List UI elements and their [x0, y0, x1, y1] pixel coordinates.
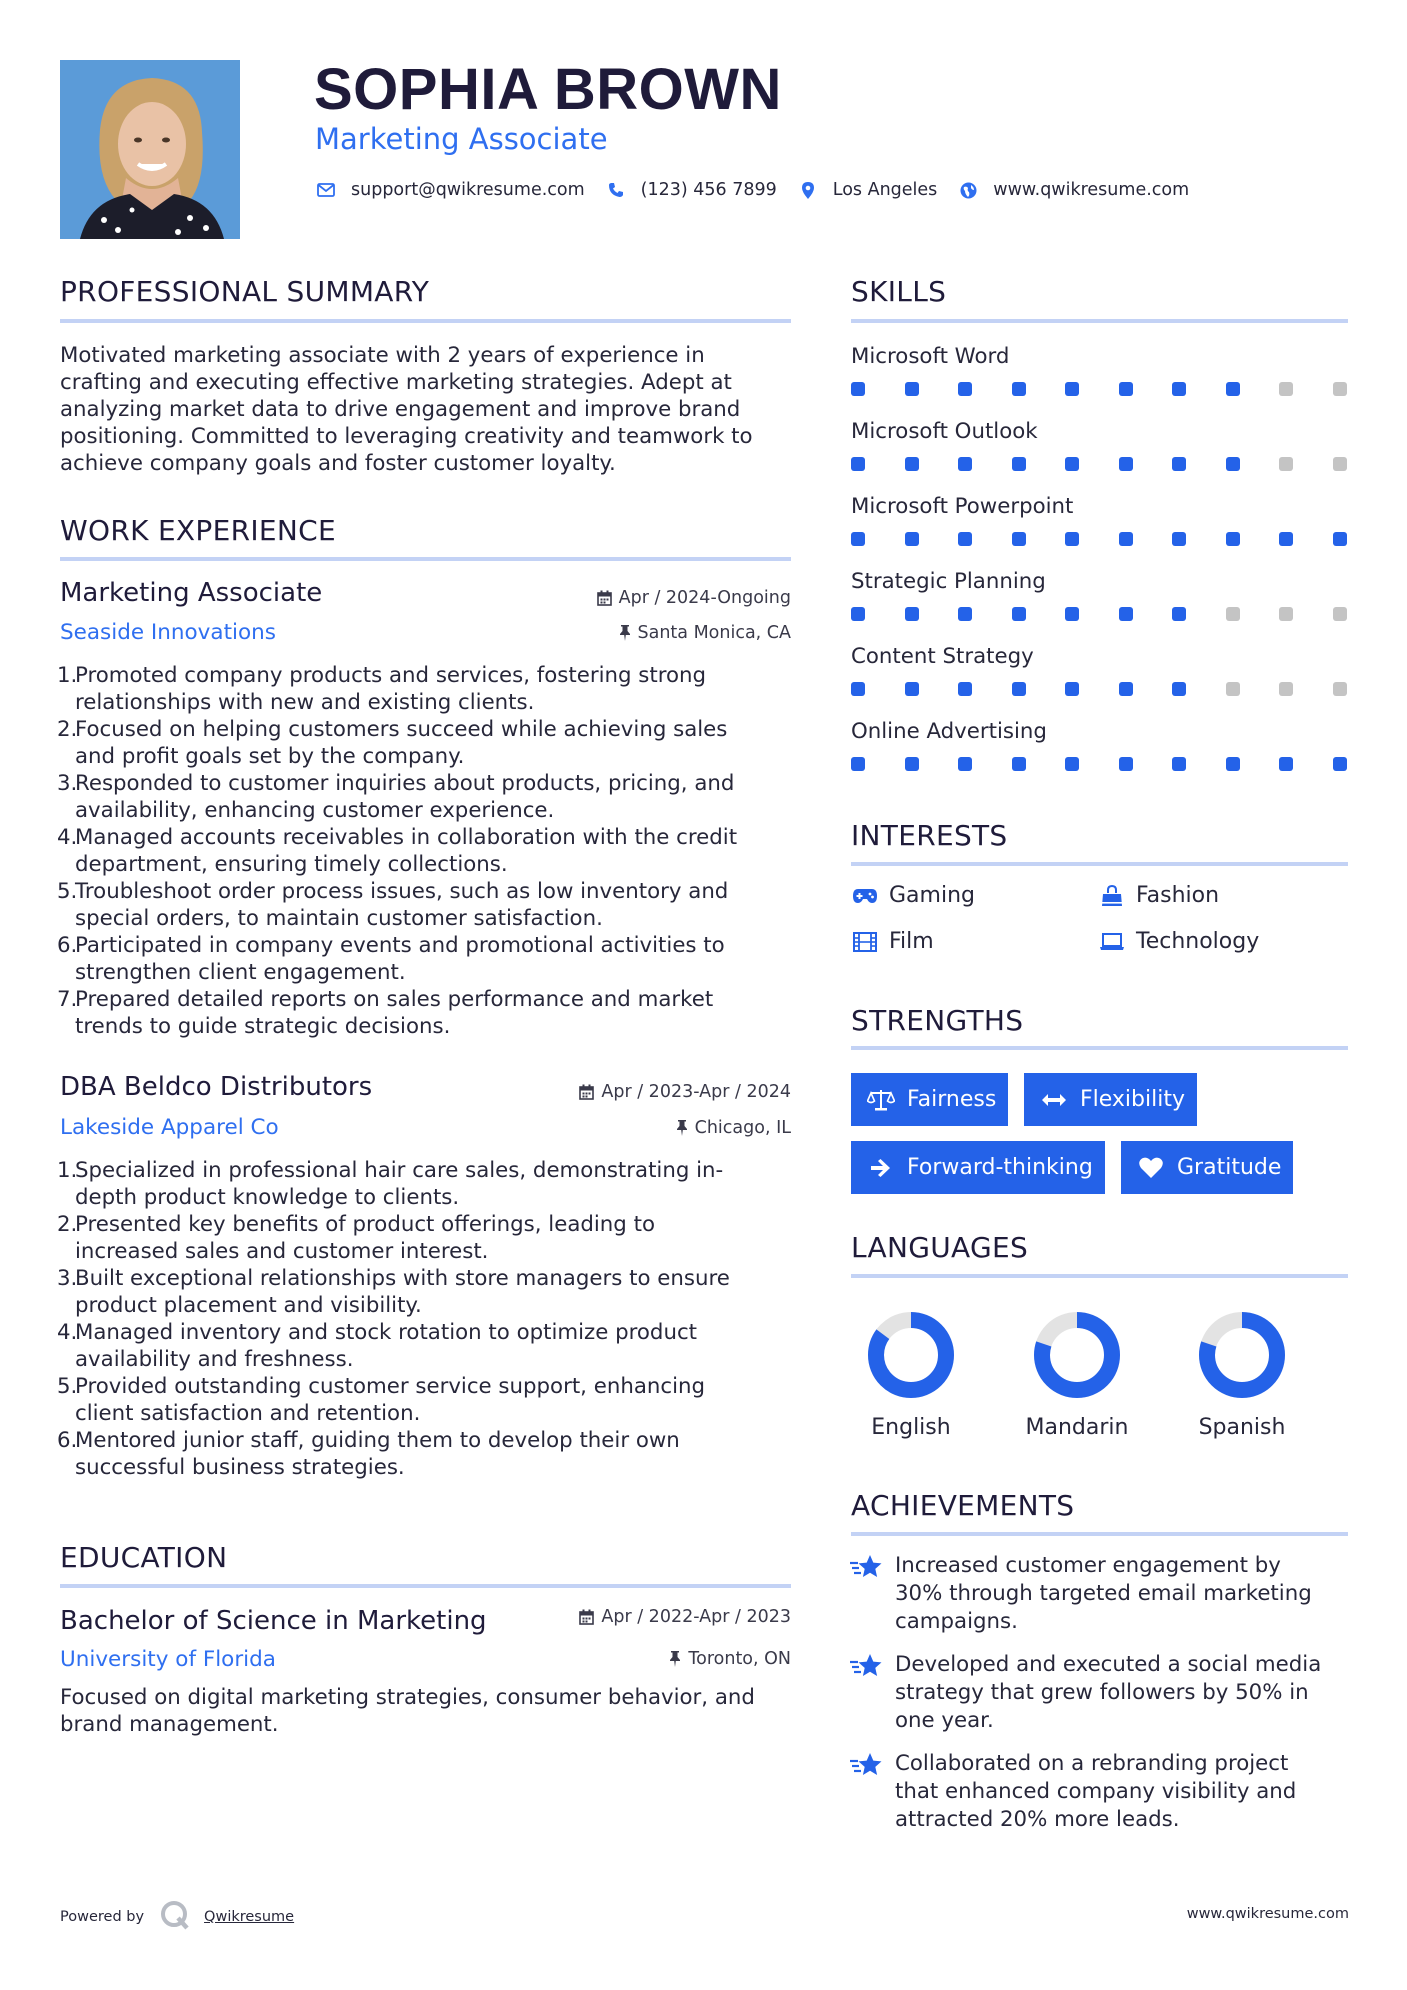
skill-dot-filled	[1012, 682, 1026, 696]
skill-dot-filled	[958, 757, 972, 771]
contact-email[interactable]: support@qwikresume.com	[351, 180, 585, 200]
strength-forward-thinking	[851, 1141, 1105, 1194]
interests-rule	[851, 862, 1348, 866]
duty-number: 3.	[57, 1266, 78, 1291]
skill-name: Online Advertising	[851, 719, 1047, 744]
skill-name: Microsoft Powerpoint	[851, 494, 1074, 519]
duty-line: product placement and visibility.	[75, 1293, 422, 1318]
duty-line: Mentored junior staff, guiding them to develop their own	[75, 1428, 680, 1453]
star-icon	[849, 1752, 883, 1782]
calendar-icon	[597, 590, 612, 606]
job-duty-item	[57, 1157, 797, 1211]
job-duty-item	[57, 986, 797, 1040]
interest-fashion	[1098, 883, 1219, 908]
education-line: brand management.	[60, 1712, 279, 1737]
duty-line: Promoted company products and services, fostering strong	[75, 663, 707, 688]
duty-line: availability, enhancing customer experience.	[75, 798, 555, 823]
duty-line: increased sales and customer interest.	[75, 1239, 489, 1264]
job-duty-item	[57, 662, 797, 716]
skill-dot-empty	[1333, 457, 1347, 471]
skill-dot-empty	[1279, 682, 1293, 696]
language-label: English	[871, 1415, 951, 1440]
footer-powered-by	[60, 1900, 294, 1934]
duty-number: 5.	[57, 879, 78, 904]
language-proficiency-ring	[1198, 1311, 1286, 1399]
skill-dot-filled	[1226, 382, 1240, 396]
skill-name: Content Strategy	[851, 644, 1034, 669]
education-dates	[579, 1607, 791, 1627]
strength-label: Forward-thinking	[907, 1155, 1093, 1180]
job-dates	[597, 588, 791, 608]
job-duty-item	[57, 716, 797, 770]
duty-line: successful business strategies.	[75, 1455, 405, 1480]
skill-dot-filled	[1333, 532, 1347, 546]
duty-line: Managed inventory and stock rotation to optimize product	[75, 1320, 698, 1345]
job-location	[676, 1118, 791, 1138]
shopping-bag-icon	[1098, 885, 1126, 907]
duty-line: Presented key benefits of product offerings, leading to	[75, 1212, 655, 1237]
skill-dot-filled	[851, 532, 865, 546]
skill-dot-empty	[1279, 457, 1293, 471]
interests-heading: INTERESTS	[851, 819, 1008, 852]
summary-heading: PROFESSIONAL SUMMARY	[60, 275, 430, 308]
contact-location: Los Angeles	[832, 180, 938, 200]
duty-line: department, ensuring timely collections.	[75, 852, 508, 877]
skill-dot-filled	[1226, 457, 1240, 471]
job-duties-list	[57, 1157, 797, 1481]
job-duty-item	[57, 878, 797, 932]
duty-line: Troubleshoot order process issues, such as low inventory and	[75, 879, 729, 904]
star-icon	[849, 1653, 883, 1683]
map-marker-icon	[797, 179, 819, 201]
skill-dot-filled	[1172, 532, 1186, 546]
job-title: DBA Beldco Distributors	[60, 1072, 373, 1102]
job-location-text: Santa Monica, CA	[637, 623, 791, 643]
pushpin-icon	[619, 625, 631, 641]
duty-number: 1.	[57, 663, 78, 688]
skill-dot-filled	[1226, 757, 1240, 771]
duty-line: Prepared detailed reports on sales performance and market	[75, 987, 714, 1012]
skill-dot-filled	[1119, 457, 1133, 471]
duty-line: special orders, to maintain customer satisfaction.	[75, 906, 603, 931]
achievement-item	[849, 1750, 1345, 1834]
achievement-line: Developed and executed a social media	[895, 1652, 1322, 1677]
skill-dot-filled	[905, 607, 919, 621]
skill-dot-filled	[1119, 532, 1133, 546]
interest-gaming	[851, 883, 975, 908]
skill-dot-filled	[851, 757, 865, 771]
duty-number: 1.	[57, 1158, 78, 1183]
summary-text	[60, 342, 800, 477]
duty-number: 5.	[57, 1374, 78, 1399]
pushpin-icon	[676, 1120, 688, 1136]
skill-dot-filled	[1119, 607, 1133, 621]
job-duties-list	[57, 662, 797, 1040]
strength-label: Fairness	[907, 1087, 997, 1112]
skills-rule	[851, 319, 1348, 323]
duty-line: Responded to customer inquiries about products, pricing, and	[75, 771, 735, 796]
strength-label: Flexibility	[1080, 1087, 1185, 1112]
achievement-line: campaigns.	[895, 1609, 1018, 1634]
job-duty-item	[57, 1427, 797, 1481]
achievement-line: Collaborated on a rebranding project	[895, 1751, 1289, 1776]
skill-dot-filled	[1012, 607, 1026, 621]
achievement-item	[849, 1552, 1345, 1636]
laptop-icon	[1098, 931, 1126, 953]
achievement-text	[895, 1750, 1345, 1834]
skill-name: Microsoft Outlook	[851, 419, 1038, 444]
achievement-item	[849, 1651, 1345, 1735]
job-company: Seaside Innovations	[60, 620, 276, 645]
skills-heading: SKILLS	[851, 275, 947, 308]
duty-line: Managed accounts receivables in collaboration with the credit	[75, 825, 738, 850]
education-location-text: Toronto, ON	[688, 1649, 791, 1669]
achievements-rule	[851, 1532, 1348, 1536]
duty-line: Focused on helping customers succeed while achieving sales	[75, 717, 728, 742]
skill-dot-filled	[1333, 757, 1347, 771]
skill-dot-filled	[851, 382, 865, 396]
arrows-horizontal-icon	[1040, 1093, 1068, 1107]
interest-label: Technology	[1136, 929, 1260, 954]
skill-dot-filled	[905, 382, 919, 396]
strength-fairness	[851, 1073, 1008, 1126]
skill-level-dots	[851, 682, 1347, 696]
globe-icon	[957, 179, 979, 201]
achievements-heading: ACHIEVEMENTS	[851, 1489, 1075, 1522]
job-title: Marketing Associate	[60, 578, 323, 608]
strength-gratitude	[1121, 1141, 1293, 1194]
envelope-icon	[315, 179, 337, 201]
pushpin-icon	[669, 1651, 681, 1667]
skill-level-dots	[851, 532, 1347, 546]
job-title-header: Marketing Associate	[315, 122, 608, 156]
duty-line: Provided outstanding customer service support, enhancing	[75, 1374, 706, 1399]
skill-dot-filled	[1172, 682, 1186, 696]
job-location	[619, 623, 792, 643]
skill-dot-filled	[1279, 532, 1293, 546]
skill-dot-filled	[958, 607, 972, 621]
interest-label: Gaming	[889, 883, 975, 908]
footer-url[interactable]: www.qwikresume.com	[1186, 1906, 1349, 1922]
achievement-text	[895, 1552, 1345, 1636]
skill-dot-empty	[1333, 382, 1347, 396]
skill-dot-empty	[1226, 607, 1240, 621]
summary-rule	[60, 319, 791, 323]
skill-dot-filled	[958, 682, 972, 696]
education-heading: EDUCATION	[60, 1541, 228, 1574]
profile-photo	[60, 60, 240, 239]
skill-dot-filled	[1172, 457, 1186, 471]
degree-title: Bachelor of Science in Marketing	[60, 1606, 487, 1636]
heart-icon	[1137, 1157, 1165, 1178]
skill-dot-filled	[958, 457, 972, 471]
qwikresume-logo-icon	[160, 1900, 190, 1934]
skill-dot-empty	[1333, 682, 1347, 696]
duty-line: Built exceptional relationships with store managers to ensure	[75, 1266, 730, 1291]
job-duty-item	[57, 824, 797, 878]
contact-website[interactable]: www.qwikresume.com	[993, 180, 1190, 200]
job-dates-text: Apr / 2024-Ongoing	[618, 588, 791, 608]
skill-dot-filled	[1065, 682, 1079, 696]
skill-dot-filled	[851, 607, 865, 621]
skill-dot-filled	[905, 532, 919, 546]
skill-dot-filled	[1119, 682, 1133, 696]
language-label: Mandarin	[1025, 1415, 1129, 1440]
gamepad-icon	[851, 885, 879, 907]
skill-dot-empty	[1333, 607, 1347, 621]
skill-dot-filled	[851, 457, 865, 471]
calendar-icon	[579, 1609, 594, 1625]
job-duty-item	[57, 1211, 797, 1265]
powered-by-text: Powered by	[60, 1909, 145, 1925]
skill-dot-filled	[1172, 757, 1186, 771]
achievement-line: that enhanced company visibility and	[895, 1779, 1297, 1804]
job-duty-item	[57, 1265, 797, 1319]
interest-label: Film	[889, 929, 934, 954]
star-icon	[849, 1554, 883, 1584]
duty-line: Participated in company events and promotional activities to	[75, 933, 725, 958]
duty-line: relationships with new and existing clients.	[75, 690, 535, 715]
summary-line: positioning. Committed to leveraging creativity and teamwork to	[60, 424, 753, 449]
achievement-line: 30% through targeted email marketing	[895, 1581, 1312, 1606]
language-proficiency-ring	[867, 1311, 955, 1399]
education-line: Focused on digital marketing strategies, consumer behavior, and	[60, 1685, 755, 1710]
skill-dot-filled	[1119, 757, 1133, 771]
achievement-text	[895, 1651, 1345, 1735]
job-duty-item	[57, 932, 797, 986]
skill-dot-filled	[1279, 757, 1293, 771]
education-dates-text: Apr / 2022-Apr / 2023	[601, 1607, 791, 1627]
interest-label: Fashion	[1136, 883, 1220, 908]
strength-flexibility	[1024, 1073, 1197, 1126]
summary-line: analyzing market data to drive engagement and improve brand	[60, 397, 741, 422]
phone-icon	[605, 179, 627, 201]
summary-line: crafting and executing effective marketing strategies. Adept at	[60, 370, 732, 395]
education-rule	[60, 1584, 791, 1588]
skill-level-dots	[851, 607, 1347, 621]
education-location	[669, 1649, 791, 1669]
skill-level-dots	[851, 457, 1347, 471]
skill-name: Microsoft Word	[851, 344, 1010, 369]
skill-dot-empty	[1226, 682, 1240, 696]
arrow-right-icon	[867, 1159, 895, 1177]
duty-number: 6.	[57, 933, 78, 958]
duty-number: 7.	[57, 987, 78, 1012]
contact-bar	[315, 179, 1209, 201]
job-dates-text: Apr / 2023-Apr / 2024	[601, 1082, 791, 1102]
skill-dot-filled	[1226, 532, 1240, 546]
language-proficiency-ring	[1033, 1311, 1121, 1399]
skill-dot-filled	[905, 457, 919, 471]
duty-number: 2.	[57, 717, 78, 742]
job-duty-item	[57, 1373, 797, 1427]
duty-line: Specialized in professional hair care sales, demonstrating in-	[75, 1158, 724, 1183]
job-company: Lakeside Apparel Co	[60, 1115, 279, 1140]
skill-dot-filled	[1012, 532, 1026, 546]
strengths-rule	[851, 1046, 1348, 1050]
skill-dot-filled	[851, 682, 865, 696]
skill-dot-filled	[1065, 382, 1079, 396]
education-description	[60, 1684, 820, 1738]
skill-dot-empty	[1279, 382, 1293, 396]
duty-number: 2.	[57, 1212, 78, 1237]
languages-heading: LANGUAGES	[851, 1231, 1029, 1264]
strengths-heading: STRENGTHS	[851, 1004, 1024, 1037]
achievement-line: strategy that grew followers by 50% in	[895, 1680, 1309, 1705]
work-heading: WORK EXPERIENCE	[60, 514, 336, 547]
duty-line: trends to guide strategic decisions.	[75, 1014, 451, 1039]
contact-phone[interactable]: (123) 456 7899	[640, 180, 777, 200]
job-dates	[579, 1082, 791, 1102]
school-name: University of Florida	[60, 1647, 276, 1672]
strength-label: Gratitude	[1177, 1155, 1282, 1180]
job-duty-item	[57, 770, 797, 824]
duty-line: and profit goals set by the company.	[75, 744, 465, 769]
skill-dot-filled	[1065, 607, 1079, 621]
skill-dot-filled	[1065, 757, 1079, 771]
work-rule	[60, 557, 791, 561]
achievement-line: attracted 20% more leads.	[895, 1807, 1180, 1832]
achievement-line: one year.	[895, 1708, 994, 1733]
skill-dot-filled	[1172, 607, 1186, 621]
skill-level-dots	[851, 382, 1347, 396]
skill-dot-filled	[958, 382, 972, 396]
film-icon	[851, 931, 879, 953]
brand-link[interactable]: Qwikresume	[204, 1909, 295, 1925]
calendar-icon	[579, 1084, 594, 1100]
skill-dot-filled	[958, 532, 972, 546]
job-location-text: Chicago, IL	[694, 1118, 791, 1138]
duty-line: client satisfaction and retention.	[75, 1401, 421, 1426]
skill-level-dots	[851, 757, 1347, 771]
skill-dot-filled	[1119, 382, 1133, 396]
skill-dot-filled	[1012, 757, 1026, 771]
skill-dot-filled	[905, 682, 919, 696]
interest-film	[851, 929, 934, 954]
skill-dot-filled	[1065, 532, 1079, 546]
summary-line: Motivated marketing associate with 2 years of experience in	[60, 343, 705, 368]
language-label: Spanish	[1198, 1415, 1286, 1440]
languages-rule	[851, 1274, 1348, 1278]
duty-number: 4.	[57, 1320, 78, 1345]
skill-dot-filled	[1172, 382, 1186, 396]
person-name: SOPHIA BROWN	[314, 57, 782, 122]
duty-line: strengthen client engagement.	[75, 960, 406, 985]
skill-name: Strategic Planning	[851, 569, 1046, 594]
interest-technology	[1098, 929, 1259, 954]
duty-line: depth product knowledge to clients.	[75, 1185, 460, 1210]
skill-dot-filled	[1065, 457, 1079, 471]
balance-scale-icon	[867, 1088, 895, 1112]
skill-dot-filled	[1012, 457, 1026, 471]
duty-number: 3.	[57, 771, 78, 796]
duty-number: 4.	[57, 825, 78, 850]
achievement-line: Increased customer engagement by	[895, 1553, 1281, 1578]
skill-dot-filled	[905, 757, 919, 771]
duty-number: 6.	[57, 1428, 78, 1453]
summary-line: achieve company goals and foster customer loyalty.	[60, 451, 616, 476]
skill-dot-filled	[1012, 382, 1026, 396]
duty-line: availability and freshness.	[75, 1347, 354, 1372]
skill-dot-empty	[1279, 607, 1293, 621]
job-duty-item	[57, 1319, 797, 1373]
